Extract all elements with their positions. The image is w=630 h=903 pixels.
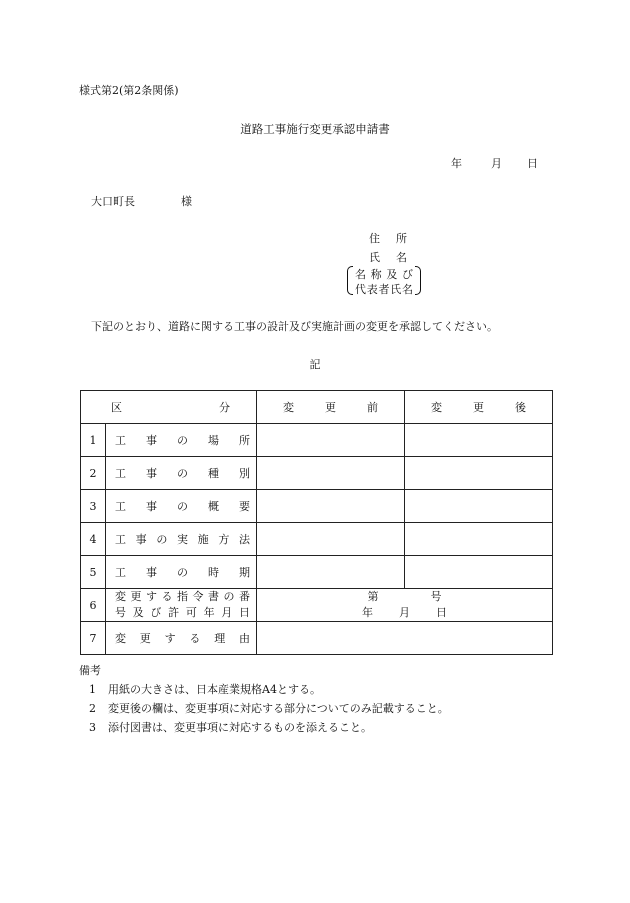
cell-before <box>257 523 405 556</box>
row-label: 工事の概要 <box>106 490 257 523</box>
table-row <box>81 523 553 556</box>
bracket-left <box>347 266 353 295</box>
cell-before <box>257 457 405 490</box>
row-number: 5 <box>81 556 106 589</box>
note-item: 2 変更後の欄は、変更事項に対応する部分についてのみ記載すること。 <box>89 702 449 715</box>
row-number: 4 <box>81 523 106 556</box>
row-number: 3 <box>81 490 106 523</box>
rep-line-2: 代表者氏名 <box>355 283 413 296</box>
cell-after <box>405 457 553 490</box>
date-day: 日 <box>527 157 538 170</box>
table-header-row <box>81 391 553 424</box>
header-before: 変更前 <box>257 391 405 424</box>
date-month: 月 <box>491 157 502 170</box>
row-number: 2 <box>81 457 106 490</box>
notes-title: 備考 <box>79 664 101 677</box>
row-label: 工事の時期 <box>106 556 257 589</box>
body-text: 下記のとおり、道路に関する工事の設計及び実施計画の変更を承認してください。 <box>91 320 498 333</box>
row-number: 7 <box>81 622 106 655</box>
row-label: 変更する理由 <box>106 622 257 655</box>
cell-after <box>405 490 553 523</box>
cell-after <box>405 556 553 589</box>
cell-after <box>405 523 553 556</box>
rep-line-1: 名称及び <box>355 268 413 281</box>
ki-mark: 記 <box>309 358 321 371</box>
change-table <box>80 390 553 655</box>
table-row <box>81 424 553 457</box>
table-row <box>81 622 553 655</box>
row-label: 変更する指令書の番 号及び許可年月日 <box>106 589 257 622</box>
cell-before <box>257 490 405 523</box>
cell-before <box>257 556 405 589</box>
row-label: 工事の実施方法 <box>106 523 257 556</box>
applicant-representative-bracket <box>347 265 421 295</box>
date-line <box>451 155 538 171</box>
applicant-name-label: 氏名 <box>369 251 407 264</box>
note-item: 1 用紙の大きさは、日本産業規格A4とする。 <box>89 683 321 696</box>
addressee-name: 大口町長 <box>91 195 135 208</box>
row-label: 工事の場所 <box>106 424 257 457</box>
table-row <box>81 589 553 622</box>
table-row <box>81 556 553 589</box>
row-label: 工事の種別 <box>106 457 257 490</box>
addressee <box>91 193 192 209</box>
row-number: 1 <box>81 424 106 457</box>
bracket-right <box>415 266 421 295</box>
header-after: 変更後 <box>405 391 553 424</box>
cell-before <box>257 424 405 457</box>
cell-reason <box>257 622 553 655</box>
date-year: 年 <box>451 157 462 170</box>
table-row <box>81 457 553 490</box>
form-label: 様式第2(第2条関係) <box>79 84 179 97</box>
note-item: 3 添付図書は、変更事項に対応するものを添えること。 <box>89 721 372 734</box>
cell-directive-number-date: 第 号 年 月 日 <box>257 589 553 622</box>
row-number: 6 <box>81 589 106 622</box>
addressee-honorific: 様 <box>181 195 192 208</box>
applicant-address-label: 住所 <box>369 232 407 245</box>
document-title: 道路工事施行変更承認申請書 <box>240 122 390 136</box>
table-row <box>81 490 553 523</box>
cell-after <box>405 424 553 457</box>
header-category: 区分 <box>81 391 257 424</box>
